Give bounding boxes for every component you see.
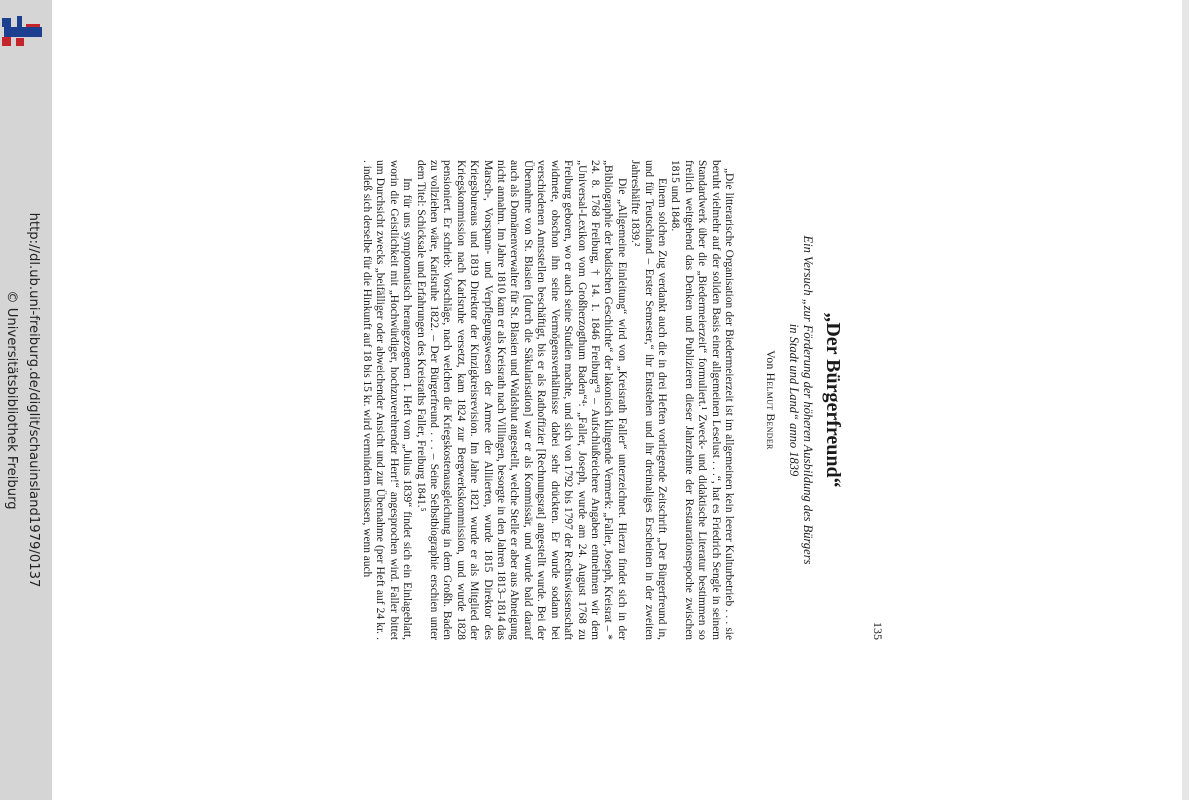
copyright-notice: © Universitätsbibliothek Freiburg xyxy=(4,290,19,510)
university-logo-icon xyxy=(0,14,44,50)
article-title: „Der Bürgerfreund“ xyxy=(822,312,844,488)
paragraph: Die „Allgemeine Einleitung“ wird von „Kreisrath Faller“ unterzeichnet. Hierzu findet sich in der „Bibliographie der badischen Geschichte“ der lakonisch klingende Vermerk: „Faller, Joseph, Kreisrat – * 24. 8. 1768 Freiburg, † 14. 1. 1846 Freiburg“³ – Aufschlußreichere Angaben entnehmen wir dem „Universal-Lexikon vom Großherzogthum Baden“⁴: „Faller, Joseph, wurde am 24. August 1768 zu Freiburg geboren, wo er auch seine Studien machte, und sich von 1792 bis 1797 der Rechtswissenschaft widmete, obschon ihn seine Vermögensverhältnisse dabei sehr drückten. Er wurde sodann bei verschiedenen Amtsstellen beschäftigt, bis er als Rathoffizier [Rechnungsrat] angestellt wurde. Bei der Übernahme von St. Blasien [durch die Säkularisation] war er als Kommissär, und wurde bald darauf auch als Domänenverwalter für St. Blasien und Waldshut angestellt, welche Stelle er aber aus Abneigung nicht annahm. Im Jahre 1810 kam er als Kreisrath nach Villingen, besorgte in den Jahren 1813–1814 das Marsch-, Vorspann- und Verpflegungswesen der Armee der Alliierten, wurde 1815 Direktor des Kriegsbureaus und 1819 Direktor der Kinzigkreisrevision. Im Jahre 1821 wurde er als Mitglied der Kriegskommission nach Karlsruhe versetzt, kam 1824 zur Bergwerkskommission, und wurde 1828 pensioniert. Er schrieb: Vorschläge, nach welchen die Kriegskostenausgleichung in dem Großh. Baden zu vollziehen wäre, Karlsruhe 1822. – Der Bürgerfreund . . . – Seine Selbstbiographie erschien unter dem Titel: Schicksale und Erfahrungen des Kreisraths Faller, Freiburg 1841.⁵ xyxy=(414,160,628,640)
author-prefix: Von xyxy=(764,350,776,370)
subtitle-line-1: Ein Versuch „zur Förderung der höheren Ausbildung des Bürgers xyxy=(801,235,815,565)
page-number: 135 xyxy=(871,622,885,640)
paragraph: Einem solchen Zug verdankt auch die in drei Heften vorliegende Zeitschrift „Der Bürgerfreund in, und für Teutschland – Erster Semester,“ ihr Entstehen und ihr dreimaliges Erscheinen in der zweiten Jahreshälfte 1839.² xyxy=(629,160,668,640)
article-author xyxy=(763,160,777,640)
paragraph: Im für uns symptomatisch herangezogenen 1. Heft vom „Julius 1839“ findet sich ein Einlageblatt, worin die Geistlichkeit mit „Hochwürdiger, hochzuverehrender Herr!“ angesprochen wird. Faller bittet um Durchsicht zwecks „beifälliger oder abweichender Ansicht und zur Übernahme (per Heft auf 24 kr. . . indeß sich derselbe für die Hinkunft auf 18 bis 15 kr. wird vermindern müssen, wenn auch xyxy=(361,160,414,640)
author-name: Helmut Bender xyxy=(764,372,776,450)
sidebar-text xyxy=(0,213,44,588)
document-page xyxy=(195,160,885,640)
article-subtitle xyxy=(787,160,815,640)
source-url[interactable]: http://dl.ub.uni-freiburg.de/diglit/schauinsland1979/0137 xyxy=(26,212,41,588)
subtitle-line-2: in Stadt und Land“ anno 1839 xyxy=(787,323,801,477)
sidebar xyxy=(0,0,52,800)
article-heading xyxy=(763,160,845,640)
paragraph: „Die litterarische Organisation der Biedermeierzeit ist im allgemeinen kein leerer Kulturbetrieb . . . sie beruht vielmehr auf der soliden Basis einer allgemeinen Leselust . . .“, hat es Friedrich Sengle in seinem Standardwerk über die „Biedermeierzeit“ formuliert.¹ Zweck- und didaktische Literatur bestimmen so freilich weitgehend das Denken und Publizieren dieser Jahrzehnte der Restaurationsepoche zwischen 1815 und 1848. xyxy=(669,160,735,640)
right-edge xyxy=(1182,0,1189,800)
article-body xyxy=(360,160,735,640)
